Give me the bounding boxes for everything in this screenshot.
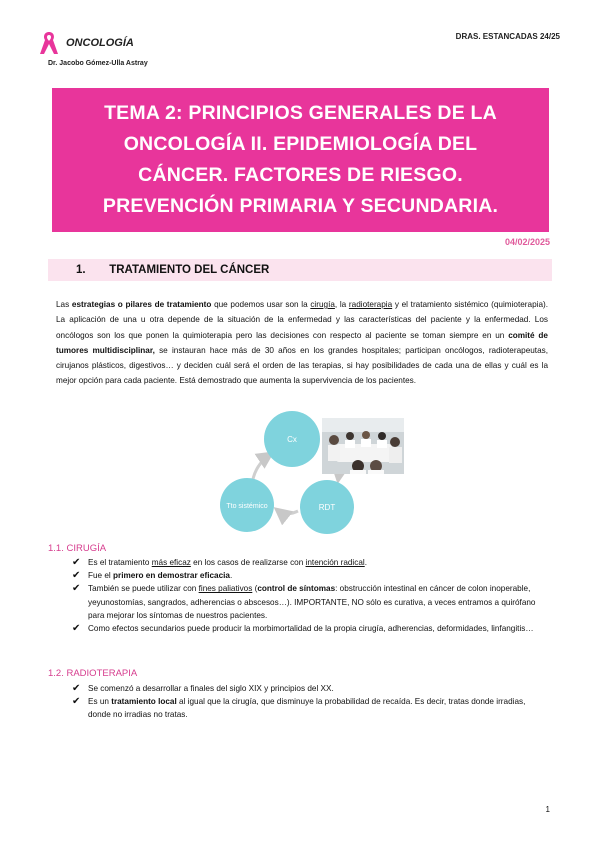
checkmark-icon: ✔ — [72, 623, 81, 635]
list-item: ✔ También se puede utilizar con fines paliativos (control de síntomas: obstrucción intestinal en cáncer de colon inoperable, yeyunostomías, sangrados, adherencias o abscesos…). IMPORTANTE, NO sólo es curativa, a veces entramos a quirófano para mejorar los síntomas de nuestros pacientes. — [72, 583, 536, 620]
checkmark-icon: ✔ — [72, 583, 81, 595]
node-label: Tto sistémico — [226, 503, 268, 510]
radioterapia-list — [72, 682, 548, 722]
list-item: ✔ Es el tratamiento más eficaz en los casos de realizarse con intención radical. — [72, 557, 367, 568]
node-label: RDT — [318, 503, 336, 512]
pink-ribbon-icon — [38, 30, 60, 56]
section-title: TRATAMIENTO DEL CÁNCER — [109, 264, 270, 276]
author-name: Dr. Jacobo Gómez-Ulla Astray — [48, 60, 148, 67]
brand — [38, 30, 134, 56]
intro-paragraph: Las estrategias o pilares de tratamiento que podemos usar son la cirugía, la radioterapia y el tratamiento sistémico (quimioterapia). La aplicación de una u otra depende de la situación de la enfermedad y las características del paciente y la enfermedad. Los oncólogos son los que ponen la quimioterapia pero las decisiones con respecto al paciente se toman siempre en un comité de tumores multidisciplinar, se instauran hace más de 30 años en los grandes hospitales; participan oncólogos, radioterapeutas, cirujanos plásticos, digestivos… y deciden cuál será el orden de las terapias, si hay posibilidades de cada una de ellas y cuál es la mejor opción para cada paciente. Está demostrado que aumenta la supervivencia de los pacientes. — [56, 300, 549, 386]
cirugia-list — [72, 556, 548, 635]
page-title — [103, 98, 498, 222]
checkmark-icon: ✔ — [72, 570, 81, 582]
list-item: ✔ Es un tratamiento local al igual que la cirugía, que disminuye la probabilidad de recaída. Es decir, tratas donde irradias, donde no irradias no tratas. — [72, 696, 526, 720]
subsection-heading-radioterapia: 1.2. RADIOTERAPIA — [48, 668, 138, 679]
node-label: Cx — [287, 435, 297, 444]
section-number: 1. — [76, 264, 86, 276]
page-number: 1 — [545, 805, 550, 814]
title-line: TEMA 2: PRINCIPIOS GENERALES DE LA — [104, 102, 497, 124]
date: 04/02/2025 — [504, 237, 550, 247]
brand-title: ONCOLOGÍA — [66, 37, 134, 49]
subsection-heading-cirugia: 1.1. CIRUGÍA — [48, 543, 107, 554]
list-item: ✔ Se comenzó a desarrollar a finales del siglo XIX y principios del XX. — [72, 683, 334, 694]
title-line: ONCOLOGÍA II. EPIDEMIOLOGÍA DEL — [123, 133, 478, 155]
arrow — [276, 509, 298, 514]
section-heading — [48, 259, 552, 281]
list-item: ✔ Fue el primero en demostrar eficacia. — [72, 570, 233, 582]
meeting-photo — [322, 418, 404, 474]
title-line: PREVENCIÓN PRIMARIA Y SECUNDARIA. — [102, 195, 499, 217]
list-item: ✔ Como efectos secundarios puede producir la morbimortalidad de la propia cirugía, adherencias, deformidades, linfangitis… — [72, 623, 534, 635]
title-line: CÁNCER. FACTORES DE RIESGO. — [138, 164, 463, 186]
checkmark-icon: ✔ — [72, 696, 81, 708]
group-label: DRAS. ESTANCADAS 24/25 — [455, 32, 560, 41]
title-banner — [52, 88, 549, 232]
checkmark-icon: ✔ — [72, 557, 81, 568]
checkmark-icon: ✔ — [72, 683, 81, 694]
